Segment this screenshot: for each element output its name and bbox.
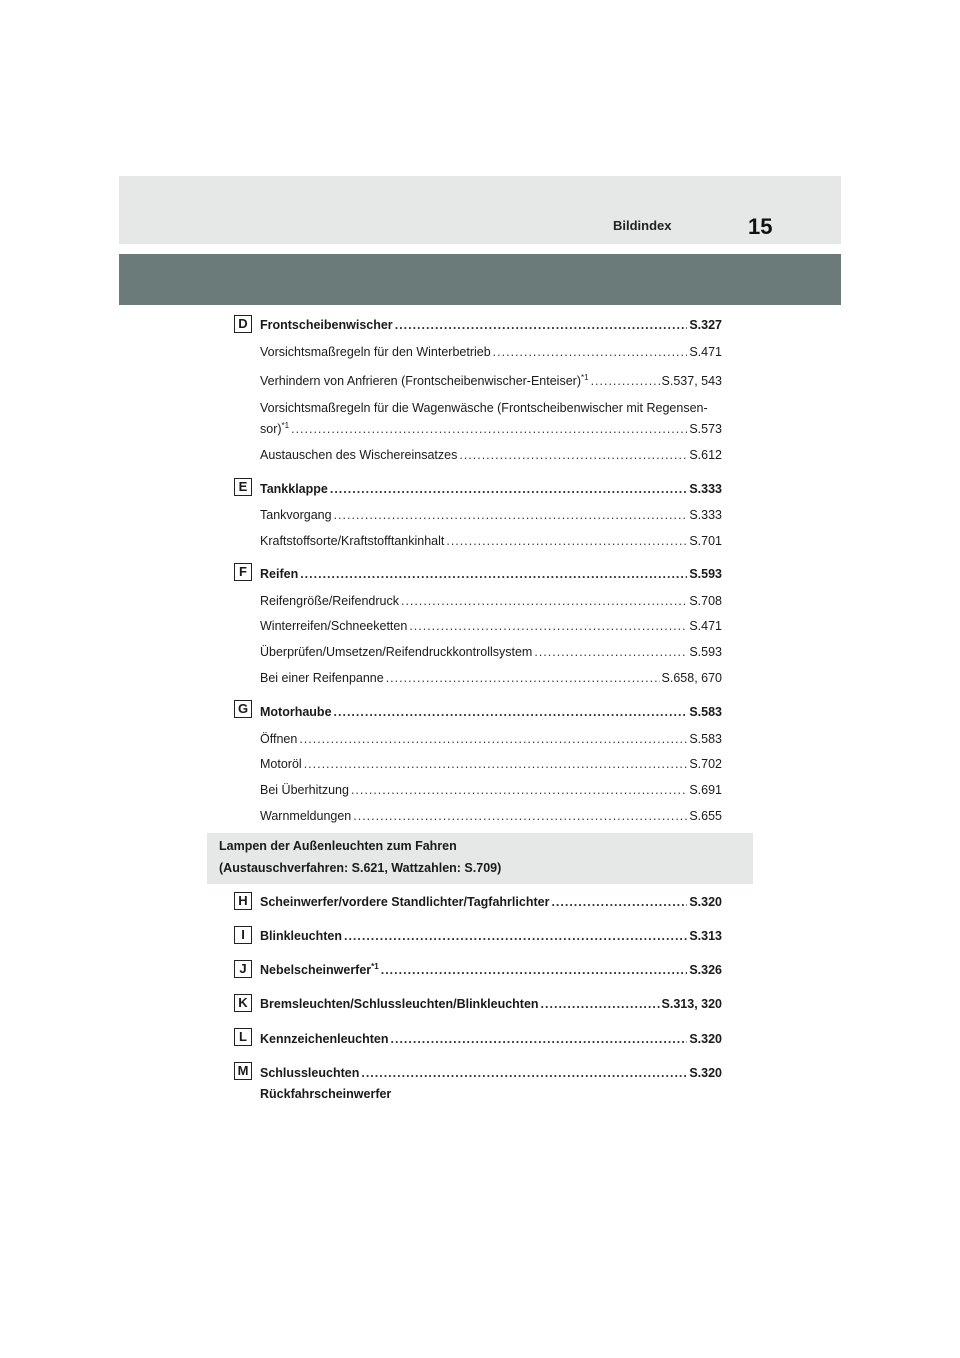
entry-page[interactable]: S.333 bbox=[689, 508, 722, 522]
index-entry-bremsleuchten[interactable] bbox=[260, 997, 722, 1011]
index-entry[interactable] bbox=[260, 374, 722, 388]
section-letter-e: E bbox=[234, 478, 252, 496]
index-entry-text: Vorsichtsmaßregeln für die Wagenwäsche (Frontscheibenwischer mit Regensen- bbox=[260, 401, 708, 415]
dot-leader bbox=[334, 705, 688, 719]
section-letter-i: I bbox=[234, 926, 252, 944]
lamps-heading: Lampen der Außenleuchten zum Fahren bbox=[219, 839, 457, 853]
section-letter-g: G bbox=[234, 700, 252, 718]
dot-leader bbox=[446, 534, 687, 548]
index-entry[interactable] bbox=[260, 809, 722, 823]
dot-leader bbox=[330, 482, 687, 496]
entry-label: Kennzeichenleuchten bbox=[260, 1032, 389, 1046]
dot-leader bbox=[395, 318, 688, 332]
dot-leader bbox=[551, 895, 687, 909]
dot-leader bbox=[381, 963, 688, 977]
index-entry[interactable] bbox=[260, 783, 722, 797]
entry-page[interactable]: S.320 bbox=[689, 1032, 722, 1046]
entry-page[interactable]: S.313, 320 bbox=[661, 997, 722, 1011]
entry-label: Öffnen bbox=[260, 732, 298, 746]
section-letter-j: J bbox=[234, 960, 252, 978]
index-entry[interactable] bbox=[260, 594, 722, 608]
index-entry-reifen[interactable] bbox=[260, 567, 722, 581]
dot-leader bbox=[291, 422, 687, 436]
index-entry-blinkleuchten[interactable] bbox=[260, 929, 722, 943]
entry-page[interactable]: S.471 bbox=[689, 345, 722, 359]
entry-page[interactable]: S.583 bbox=[689, 732, 722, 746]
entry-page[interactable]: S.691 bbox=[689, 783, 722, 797]
footnote-marker: *1 bbox=[371, 961, 379, 971]
footnote-marker: *1 bbox=[281, 420, 290, 430]
entry-page[interactable]: S.326 bbox=[689, 963, 722, 977]
entry-label: Reifen bbox=[260, 567, 299, 581]
entry-label: Bremsleuchten/Schlussleuchten/Blinkleuchten bbox=[260, 997, 539, 1011]
dot-leader bbox=[534, 645, 687, 659]
entry-page[interactable]: S.471 bbox=[689, 619, 722, 633]
dot-leader bbox=[391, 1032, 688, 1046]
dot-leader bbox=[351, 783, 687, 797]
entry-page[interactable]: S.537, 543 bbox=[661, 374, 722, 388]
entry-label: Schlussleuchten bbox=[260, 1066, 360, 1080]
dot-leader bbox=[304, 757, 688, 771]
footnote-marker: *1 bbox=[581, 372, 589, 382]
entry-label: Motorhaube bbox=[260, 705, 332, 719]
entry-label: Tankklappe bbox=[260, 482, 328, 496]
entry-label: Tankvorgang bbox=[260, 508, 332, 522]
section-letter-h: H bbox=[234, 892, 252, 910]
dot-leader bbox=[409, 619, 687, 633]
lamps-subheading: (Austauschverfahren: S.621, Wattzahlen: S.709) bbox=[219, 861, 502, 875]
entry-page[interactable]: S.701 bbox=[689, 534, 722, 548]
index-entry-rueckfahrscheinwerfer: Rückfahrscheinwerfer bbox=[260, 1087, 392, 1101]
index-entry[interactable] bbox=[260, 508, 722, 522]
index-entry[interactable] bbox=[260, 345, 722, 359]
dot-leader bbox=[541, 997, 660, 1011]
index-entry-schlussleuchten[interactable] bbox=[260, 1066, 722, 1080]
entry-page[interactable]: S.573 bbox=[689, 422, 722, 436]
entry-label: Bei Überhitzung bbox=[260, 783, 349, 797]
entry-page[interactable]: S.320 bbox=[689, 1066, 722, 1080]
dot-leader bbox=[344, 929, 687, 943]
index-entry[interactable] bbox=[260, 422, 722, 436]
entry-label: Winterreifen/Schneeketten bbox=[260, 619, 408, 633]
index-entry-nebelscheinwerfer[interactable] bbox=[260, 963, 722, 977]
dot-leader bbox=[401, 594, 687, 608]
index-entry[interactable] bbox=[260, 619, 722, 633]
index-entry[interactable] bbox=[260, 671, 722, 685]
entry-label: Reifengröße/Reifendruck bbox=[260, 594, 399, 608]
section-letter-m: M bbox=[234, 1062, 252, 1080]
index-entry[interactable] bbox=[260, 645, 722, 659]
index-entry-scheinwerfer[interactable] bbox=[260, 895, 722, 909]
dot-leader bbox=[353, 809, 687, 823]
entry-page[interactable]: S.593 bbox=[689, 645, 722, 659]
entry-page[interactable]: S.658, 670 bbox=[661, 671, 722, 685]
entry-page[interactable]: S.333 bbox=[689, 482, 722, 496]
section-title: Bildindex bbox=[613, 218, 672, 233]
index-entry[interactable] bbox=[260, 534, 722, 548]
image-placeholder-band bbox=[119, 254, 841, 305]
entry-label: Frontscheibenwischer bbox=[260, 318, 393, 332]
index-entry-kennzeichenleuchten[interactable] bbox=[260, 1032, 722, 1046]
dot-leader bbox=[591, 374, 660, 388]
entry-label: Austauschen des Wischereinsatzes bbox=[260, 448, 458, 462]
index-entry[interactable] bbox=[260, 757, 722, 771]
index-entry[interactable] bbox=[260, 448, 722, 462]
entry-page[interactable]: S.702 bbox=[689, 757, 722, 771]
entry-page[interactable]: S.612 bbox=[689, 448, 722, 462]
entry-label: Blinkleuchten bbox=[260, 929, 342, 943]
entry-label: Scheinwerfer/vordere Standlichter/Tagfahrlichter bbox=[260, 895, 550, 909]
index-entry-motorhaube[interactable] bbox=[260, 705, 722, 719]
entry-label: Nebelscheinwerfer$^{*1}$ bbox=[260, 961, 379, 977]
entry-label: Kraftstoffsorte/Kraftstofftankinhalt bbox=[260, 534, 445, 548]
entry-label: sor)$^{*1}$ bbox=[260, 420, 290, 436]
entry-label: Überprüfen/Umsetzen/Reifendruckkontrollsystem bbox=[260, 645, 533, 659]
index-entry-frontscheibenwischer[interactable] bbox=[260, 318, 722, 332]
section-letter-l: L bbox=[234, 1028, 252, 1046]
entry-label: Bei einer Reifenpanne bbox=[260, 671, 384, 685]
entry-label: Verhindern von Anfrieren (Frontscheibenwischer-Enteiser)$^{*1}$ bbox=[260, 372, 589, 388]
index-entry-tankklappe[interactable] bbox=[260, 482, 722, 496]
entry-page[interactable]: S.708 bbox=[689, 594, 722, 608]
section-letter-k: K bbox=[234, 994, 252, 1012]
page-number: 15 bbox=[748, 214, 773, 239]
entry-label: Motoröl bbox=[260, 757, 302, 771]
dot-leader bbox=[386, 671, 660, 685]
header-band bbox=[119, 176, 841, 244]
entry-label: Warnmeldungen bbox=[260, 809, 352, 823]
dot-leader bbox=[334, 508, 688, 522]
index-entry[interactable] bbox=[260, 732, 722, 746]
entry-page[interactable]: S.320 bbox=[689, 895, 722, 909]
entry-label: Vorsichtsmaßregeln für den Winterbetrieb bbox=[260, 345, 491, 359]
section-letter-d: D bbox=[234, 315, 252, 333]
dot-leader bbox=[493, 345, 688, 359]
entry-page[interactable]: S.593 bbox=[689, 567, 722, 581]
dot-leader bbox=[361, 1066, 687, 1080]
entry-page[interactable]: S.313 bbox=[689, 929, 722, 943]
entry-page[interactable]: S.327 bbox=[689, 318, 722, 332]
entry-page[interactable]: S.583 bbox=[689, 705, 722, 719]
dot-leader bbox=[300, 567, 687, 581]
dot-leader bbox=[459, 448, 687, 462]
section-letter-f: F bbox=[234, 563, 252, 581]
entry-page[interactable]: S.655 bbox=[689, 809, 722, 823]
dot-leader bbox=[299, 732, 687, 746]
